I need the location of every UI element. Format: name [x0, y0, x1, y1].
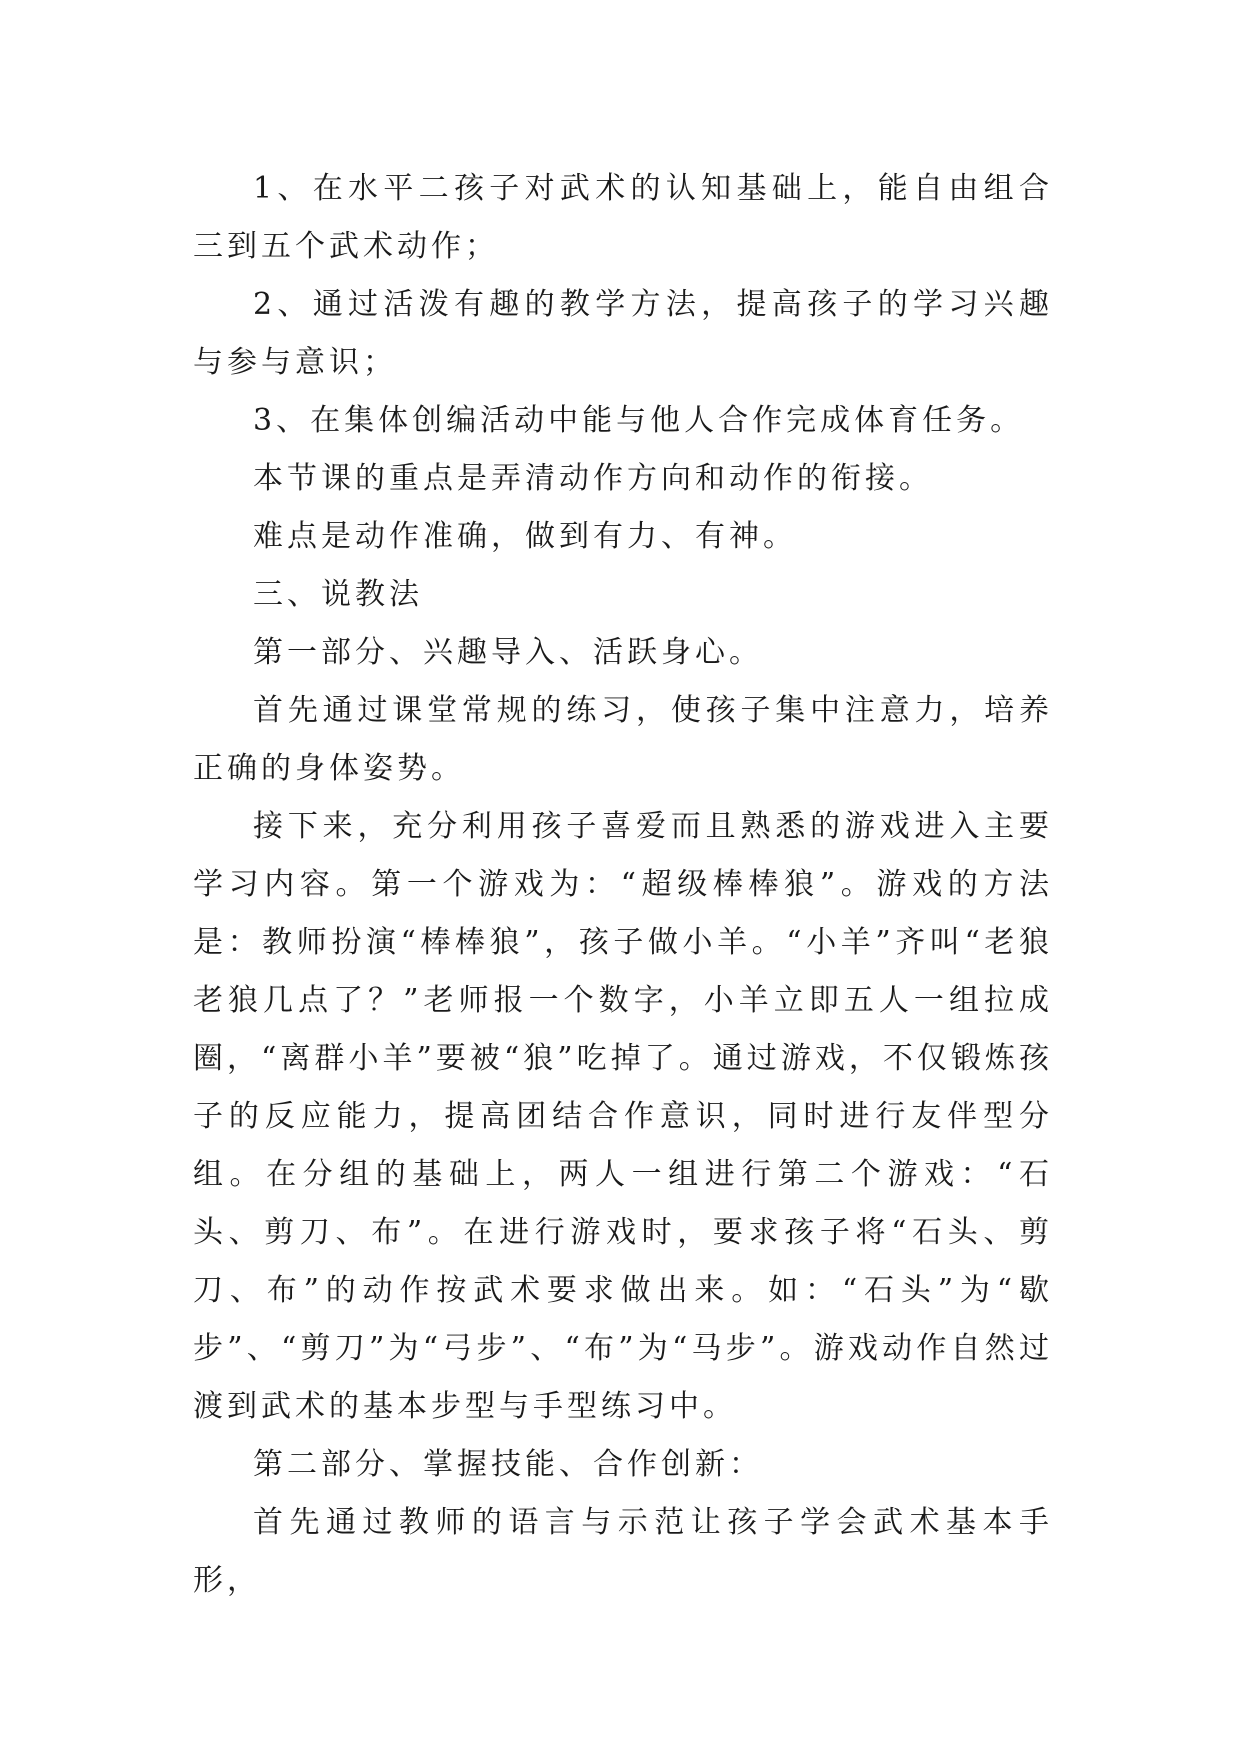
subheading-part-one: 第一部分、兴趣导入、活跃身心。 [253, 635, 763, 670]
paragraph-objective-3: 3、在集体创编活动中能与他人合作完成体育任务。 [253, 403, 1025, 438]
document-body [193, 160, 1053, 1610]
paragraph-routine-practice: 首先通过课堂常规的练习，使孩子集中注意力，培养正确的身体姿势。 [193, 693, 1053, 786]
paragraph-objective-1: 1、在水平二孩子对武术的认知基础上，能自由组合三到五个武术动作； [193, 171, 1053, 264]
paragraph-key-point: 本节课的重点是弄清动作方向和动作的衔接。 [253, 461, 933, 496]
paragraph-games: 接下来，充分利用孩子喜爱而且熟悉的游戏进入主要学习内容。第一个游戏为：“超级棒棒狼”。游戏的方法是：教师扮演“棒棒狼”，孩子做小羊。“小羊”齐叫“老狼老狼几点了？”老师报一个数字，小羊立即五人一组拉成圈，“离群小羊”要被“狼”吃掉了。通过游戏，不仅锻炼孩子的反应能力，提高团结合作意识，同时进行友伴型分组。在分组的基础上，两人一组进行第二个游戏：“石头、剪刀、布”。在进行游戏时，要求孩子将“石头、剪刀、布”的动作按武术要求做出来。如：“石头”为“歇步”、“剪刀”为“弓步”、“布”为“马步”。游戏动作自然过渡到武术的基本步型与手型练习中。 [193, 809, 1053, 1424]
paragraph-basic-hand-forms: 首先通过教师的语言与示范让孩子学会武术基本手形， [193, 1505, 1053, 1598]
paragraph-objective-2: 2、通过活泼有趣的教学方法，提高孩子的学习兴趣与参与意识； [193, 287, 1053, 380]
section-heading-teaching-method: 三、说教法 [253, 577, 423, 612]
subheading-part-two: 第二部分、掌握技能、合作创新： [253, 1447, 763, 1482]
paragraph-difficulty: 难点是动作准确，做到有力、有神。 [253, 519, 797, 554]
